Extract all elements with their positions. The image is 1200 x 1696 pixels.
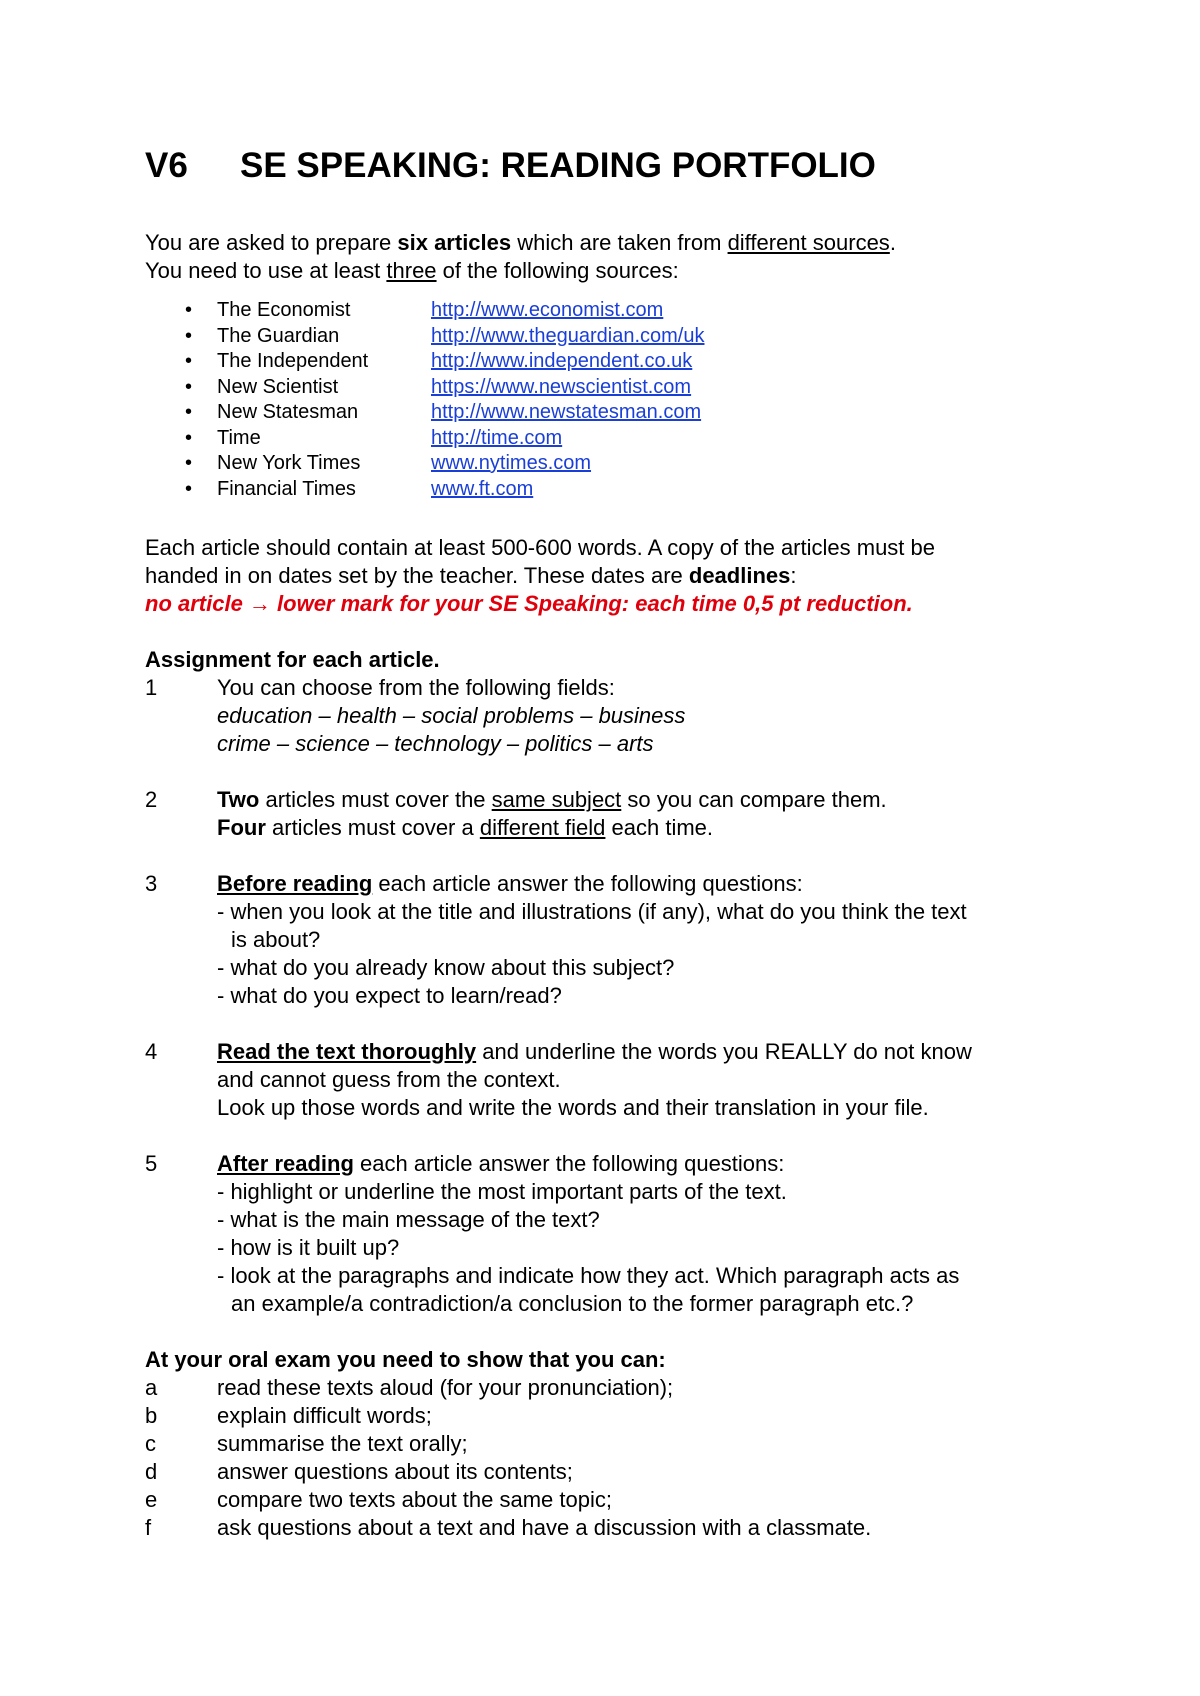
- assignment-item: [145, 786, 1075, 842]
- item-line: [217, 1038, 1075, 1066]
- fields-list: education – health – social problems – business: [217, 703, 686, 728]
- question-line: - how is it built up?: [217, 1235, 400, 1260]
- source-link[interactable]: www.nytimes.com: [431, 452, 592, 474]
- fields-line: [217, 730, 1075, 758]
- item-text: each article answer the following questions:: [353, 1151, 785, 1176]
- source-item: [145, 298, 1045, 324]
- warning-line: [145, 590, 1075, 618]
- oral-exam-text: answer questions about its contents;: [217, 1459, 573, 1484]
- assignment-item: [145, 1038, 1075, 1122]
- warning-text: lower mark for your SE Speaking: each time 0,5 pt reduction.: [270, 591, 913, 616]
- source-name: The Economist: [217, 299, 351, 321]
- item-number: 1: [145, 675, 158, 700]
- assignment-item: [145, 1150, 1075, 1318]
- source-name: New Scientist: [217, 375, 339, 398]
- source-item: [145, 375, 1045, 401]
- item-emphasis: Four: [217, 815, 266, 840]
- question-line: - highlight or underline the most important parts of the text.: [217, 1179, 787, 1204]
- source-link[interactable]: http://www.theguardian.com/uk: [431, 324, 705, 347]
- question-line: - what do you already know about this subject?: [217, 955, 675, 980]
- intro-line-1: [145, 229, 1075, 257]
- item-letter: b: [145, 1403, 158, 1428]
- page-title: [145, 146, 876, 186]
- sources-list: [145, 298, 1045, 502]
- question-line: is about?: [231, 927, 321, 952]
- item-letter: c: [145, 1431, 156, 1456]
- item-text: articles must cover the: [259, 787, 492, 812]
- oral-exam-text: ask questions about a text and have a discussion with a classmate.: [217, 1515, 872, 1540]
- item-line: You can choose from the following fields:: [217, 675, 615, 700]
- oral-exam-text: summarise the text orally;: [217, 1431, 468, 1456]
- fields-line: [217, 702, 1075, 730]
- intro-paragraph: [145, 229, 1075, 285]
- item-line: and cannot guess from the context.: [217, 1067, 561, 1092]
- bullet-icon: •: [185, 452, 193, 474]
- source-link[interactable]: www.ft.com: [431, 477, 534, 500]
- source-name: New Statesman: [217, 401, 359, 423]
- item-letter: f: [145, 1515, 152, 1540]
- question-line: - what is the main message of the text?: [217, 1207, 600, 1232]
- bullet-icon: •: [185, 375, 193, 398]
- oral-exam-item: [145, 1458, 1075, 1486]
- item-letter: a: [145, 1375, 158, 1400]
- oral-exam-text: compare two texts about the same topic;: [217, 1487, 612, 1512]
- oral-exam-text: explain difficult words;: [217, 1403, 432, 1428]
- deadlines-text: :: [790, 563, 797, 588]
- arrow-right-icon: →: [248, 591, 271, 616]
- assignment-heading: Assignment for each article.: [145, 647, 440, 672]
- warning-text: no article: [145, 591, 249, 616]
- source-item: [145, 477, 1045, 503]
- question-line: - look at the paragraphs and indicate how they act. Which paragraph acts as: [217, 1263, 960, 1288]
- source-name: Financial Times: [217, 477, 356, 500]
- intro-text: You are asked to prepare: [145, 230, 398, 255]
- item-letter: d: [145, 1459, 158, 1484]
- bullet-icon: •: [185, 401, 193, 423]
- item-line: [217, 870, 1075, 898]
- source-item: [145, 400, 1045, 426]
- assignment-section: [145, 646, 1075, 1542]
- source-link[interactable]: https://www.newscientist.com: [431, 375, 692, 398]
- intro-text: of the following sources:: [436, 258, 679, 283]
- intro-text: which are taken from: [511, 230, 728, 255]
- oral-exam-item: [145, 1514, 1075, 1542]
- item-line: [217, 1150, 1075, 1178]
- question-line: an example/a contradiction/a conclusion to the former paragraph etc.?: [231, 1291, 914, 1316]
- bullet-icon: •: [185, 350, 193, 372]
- item-letter: e: [145, 1487, 158, 1512]
- item-emphasis: After reading: [217, 1151, 354, 1176]
- source-item: [145, 324, 1045, 350]
- deadlines-line-2: [145, 562, 1075, 590]
- source-link[interactable]: http://www.independent.co.uk: [431, 350, 693, 372]
- oral-exam-text: read these texts aloud (for your pronunciation);: [217, 1375, 674, 1400]
- source-item: [145, 426, 1045, 452]
- assignment-item: [145, 674, 1075, 758]
- intro-text: .: [889, 230, 896, 255]
- intro-line-2: [145, 257, 1075, 285]
- source-item: [145, 349, 1045, 375]
- item-line: [217, 786, 1075, 814]
- item-number: 4: [145, 1039, 158, 1064]
- item-text: and underline the words you REALLY do not know: [476, 1039, 972, 1064]
- item-text: each article answer the following questions:: [372, 871, 803, 896]
- bullet-icon: •: [185, 477, 193, 500]
- question-line: - what do you expect to learn/read?: [217, 983, 562, 1008]
- oral-exam-item: [145, 1430, 1075, 1458]
- oral-exam-item: [145, 1402, 1075, 1430]
- item-line: Look up those words and write the words and their translation in your file.: [217, 1095, 929, 1120]
- item-underline: different field: [479, 815, 606, 840]
- item-emphasis: Read the text thoroughly: [217, 1039, 477, 1064]
- oral-exam-item: [145, 1486, 1075, 1514]
- bullet-icon: •: [185, 299, 193, 321]
- deadlines-text: handed in on dates set by the teacher. These dates are: [145, 563, 689, 588]
- item-text: so you can compare them.: [621, 787, 887, 812]
- bullet-icon: •: [185, 324, 193, 347]
- title-text: SE SPEAKING: READING PORTFOLIO: [240, 146, 876, 185]
- deadlines-emphasis: deadlines: [688, 563, 791, 588]
- question-line: - when you look at the title and illustrations (if any), what do you think the text: [217, 899, 967, 924]
- source-link[interactable]: http://www.economist.com: [431, 299, 664, 321]
- six-articles-emphasis: six articles: [397, 230, 512, 255]
- item-line: [217, 814, 1075, 842]
- item-number: 3: [145, 871, 158, 896]
- item-emphasis: Two: [217, 787, 260, 812]
- source-link[interactable]: http://www.newstatesman.com: [431, 401, 702, 423]
- source-item: [145, 451, 1045, 477]
- oral-exam-item: [145, 1374, 1075, 1402]
- source-name: New York Times: [217, 452, 361, 474]
- bullet-icon: •: [185, 426, 193, 449]
- item-underline: same subject: [491, 787, 622, 812]
- source-link[interactable]: http://time.com: [431, 426, 563, 449]
- source-name: The Independent: [217, 350, 369, 372]
- different-sources-underline: different sources: [727, 230, 890, 255]
- item-text: articles must cover a: [265, 815, 480, 840]
- source-name: Time: [217, 426, 261, 449]
- item-text: each time.: [605, 815, 714, 840]
- deadlines-line-1: Each article should contain at least 500-600 words. A copy of the articles must be: [145, 535, 936, 560]
- oral-exam-heading: At your oral exam you need to show that you can:: [145, 1347, 666, 1372]
- item-number: 5: [145, 1151, 158, 1176]
- fields-list: crime – science – technology – politics – arts: [217, 731, 654, 756]
- course-code: V6: [145, 146, 188, 185]
- assignment-item: [145, 870, 1075, 1010]
- item-emphasis: Before reading: [217, 871, 373, 896]
- three-underline: three: [386, 258, 437, 283]
- deadlines-paragraph: [145, 534, 1075, 618]
- item-number: 2: [145, 787, 158, 812]
- intro-text: You need to use at least: [145, 258, 387, 283]
- source-name: The Guardian: [217, 324, 340, 347]
